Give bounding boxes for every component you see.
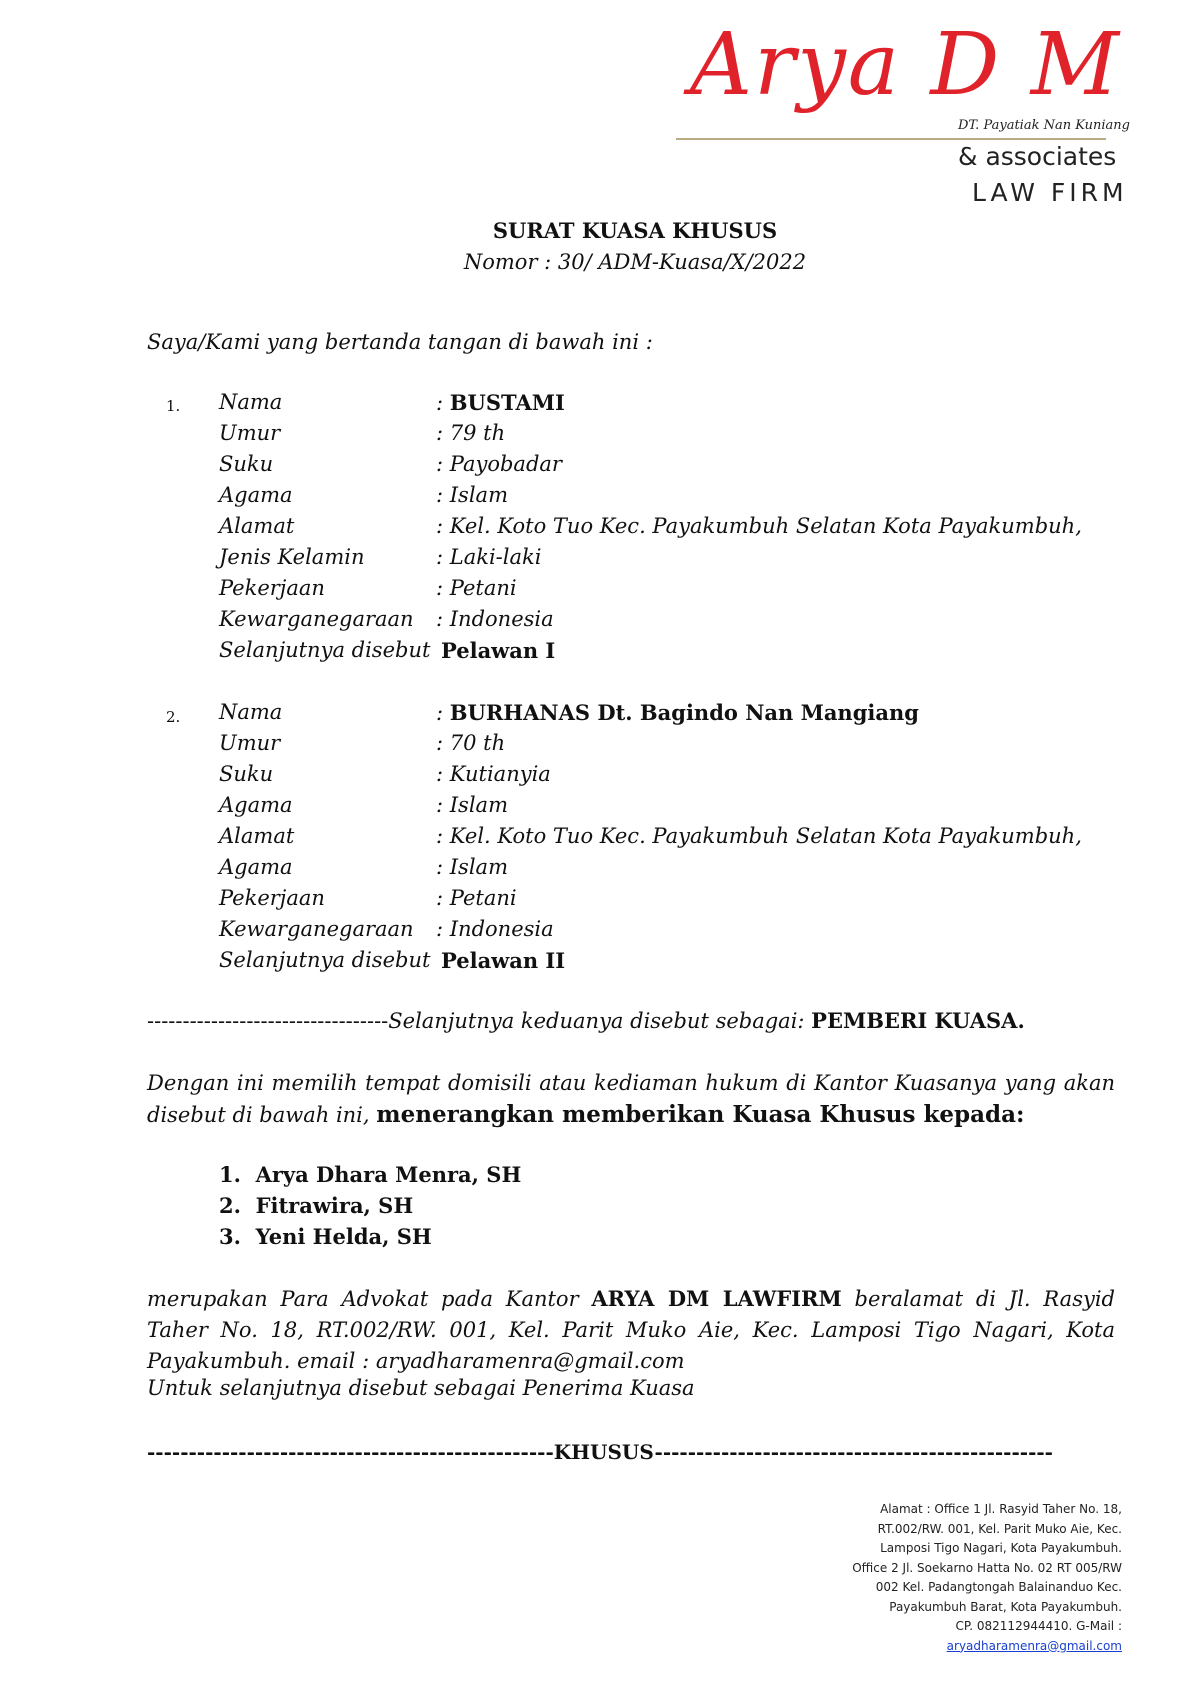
field-value: : 70 th <box>436 731 506 755</box>
khusus-divider: -------------------------------------------------KHUSUS------------------------------------------------ <box>147 1440 1053 1464</box>
field-label: Agama <box>219 793 293 817</box>
field-label: Suku <box>219 762 274 786</box>
field-label: Jenis Kelamin <box>219 545 365 569</box>
field-label: Kewarganegaraan <box>219 917 414 941</box>
field-value: : Islam <box>436 855 508 879</box>
field-value: : Indonesia <box>436 607 554 631</box>
closing-label: Selanjutnya disebut <box>219 638 431 662</box>
field-value: : Indonesia <box>436 917 554 941</box>
field-value: : Islam <box>436 483 508 507</box>
document-number: Nomor : 30/ ADM-Kuasa/X/2022 <box>463 250 807 274</box>
field-label: Nama <box>219 700 283 724</box>
field-value: : 79 th <box>436 421 506 445</box>
field-label: Alamat <box>219 514 295 538</box>
person-number: 2. <box>166 708 181 726</box>
footer-line: Office 2 Jl. Soekarno Hatta No. 02 RT 005/RW <box>852 1560 1122 1575</box>
firm-paragraph: merupakan Para Advokat pada Kantor ARYA DM LAWFIRM beralamat di Jl. Rasyid Taher No. 18, RT.002/RW. 001, Kel. Parit Muko Aie, Kec. Lamposi Tigo Nagari, Kota Payakumbuh. email : aryadharamenra@gmail.com <box>147 1286 1115 1373</box>
logo-associates: & associates <box>958 142 1117 171</box>
domisili-paragraph: Dengan ini memilih tempat domisili atau kediaman hukum di Kantor Kuasanya yang akan disebut di bawah ini, menerangkan memberikan Kuasa Khusus kepada: <box>147 1071 1115 1128</box>
footer-line: 002 Kel. Padangtongah Balainanduo Kec. <box>875 1580 1122 1594</box>
field-label: Pekerjaan <box>219 576 325 600</box>
field-value: : Kel. Koto Tuo Kec. Payakumbuh Selatan Kota Payakumbuh, <box>436 514 1082 538</box>
list-item: 2. Fitrawira, SH <box>219 1193 414 1218</box>
field-label: Agama <box>219 483 293 507</box>
footer-line: RT.002/RW. 001, Kel. Parit Muko Aie, Kec. <box>877 1521 1122 1536</box>
logo-script: Arya D M <box>690 15 1121 115</box>
field-value: : Laki-laki <box>436 545 542 569</box>
field-label: Alamat <box>219 824 295 848</box>
pemberi-kuasa-line: ----------------------------------Selanjutnya keduanya disebut sebagai: PEMBERI KUASA. <box>147 1008 1025 1033</box>
footer-email-link[interactable]: aryadharamenra@gmail.com <box>946 1638 1122 1653</box>
footer-line: CP. 082112944410. G-Mail : <box>955 1619 1122 1633</box>
footer-line: Lamposi Tigo Nagari, Kota Payakumbuh. <box>880 1541 1122 1555</box>
footer-line: Payakumbuh Barat, Kota Payakumbuh. <box>889 1599 1122 1614</box>
field-label: Kewarganegaraan <box>219 607 414 631</box>
footer-address <box>822 1500 1122 1656</box>
field-label: Pekerjaan <box>219 886 325 910</box>
field-value: : Petani <box>436 576 517 600</box>
closing-label: Selanjutnya disebut <box>219 948 431 972</box>
footer-line: Alamat : Office 1 Jl. Rasyid Taher No. 18, <box>880 1502 1122 1516</box>
field-value: : Kutianyia <box>436 762 551 786</box>
field-label: Nama <box>219 390 283 414</box>
field-value: : Payobadar <box>436 452 562 476</box>
field-value: : Islam <box>436 793 508 817</box>
list-item: 3. Yeni Helda, SH <box>219 1224 432 1249</box>
field-label: Suku <box>219 452 274 476</box>
field-value: : Petani <box>436 886 517 910</box>
penerima-kuasa-line: Untuk selanjutnya disebut sebagai Penerima Kuasa <box>147 1376 695 1400</box>
field-value: : BURHANAS Dt. Bagindo Nan Mangiang <box>436 700 919 725</box>
field-label: Umur <box>219 421 281 445</box>
logo-subtitle: DT. Payatiak Nan Kuniang <box>958 118 1131 133</box>
person-number: 1. <box>166 397 181 415</box>
intro-text: Saya/Kami yang bertanda tangan di bawah ini : <box>147 330 653 354</box>
document-title: SURAT KUASA KHUSUS <box>492 218 778 243</box>
closing-value: Pelawan II <box>441 948 566 973</box>
list-item: 1. Arya Dhara Menra, SH <box>219 1162 522 1187</box>
logo-lawfirm: LAW FIRM <box>972 178 1128 207</box>
closing-value: Pelawan I <box>441 638 556 663</box>
field-label: Umur <box>219 731 281 755</box>
field-value: : Kel. Koto Tuo Kec. Payakumbuh Selatan Kota Payakumbuh, <box>436 824 1082 848</box>
logo-divider <box>676 138 1106 140</box>
field-value: : BUSTAMI <box>436 390 565 415</box>
field-label: Agama <box>219 855 293 879</box>
